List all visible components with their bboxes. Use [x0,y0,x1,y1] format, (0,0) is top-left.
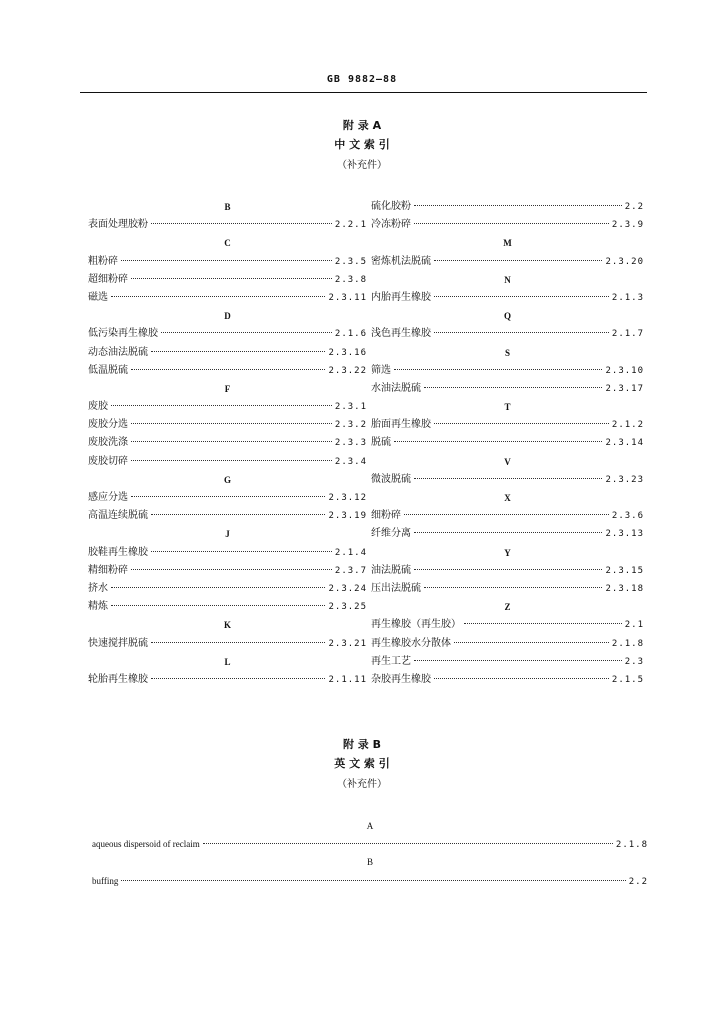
dot-leader [121,260,332,261]
index-entry [88,598,367,616]
dot-leader [111,296,325,297]
clause-number: 2.3.7 [334,565,367,576]
index-letter-heading: F [224,383,231,394]
dot-leader [131,496,325,497]
index-entry [371,635,644,653]
dot-leader [424,387,602,388]
index-term: 废胶洗涤 [88,437,128,449]
index-entry [88,416,367,434]
index-entry [371,471,644,489]
clause-number: 2.3.18 [605,583,644,594]
dot-leader [131,278,332,279]
index-entry [371,416,644,434]
index-term: 油法脱硫 [371,564,411,576]
index-entry [88,398,367,416]
clause-number: 2.1.8 [611,638,644,649]
clause-number: 2.2 [624,202,644,212]
index-term: 筛选 [371,364,391,376]
index-term: 超细粉碎 [88,273,128,285]
dot-leader [434,296,609,297]
index-entry [88,507,367,525]
dot-leader [434,423,609,424]
chinese-index-right-column [371,198,644,689]
index-term: 冷冻粉碎 [371,219,411,231]
dot-leader [414,223,609,224]
clause-number: 2.1.8 [615,840,648,850]
clause-number: 2.3 [624,656,644,667]
index-letter-heading: N [504,274,511,285]
dot-leader [111,405,332,406]
index-term: 密炼机法脱硫 [371,255,431,267]
index-entry [371,653,644,671]
index-letter-heading: Y [504,547,511,558]
index-term: 纤维分离 [371,528,411,540]
appendix-b-note: （补充件） [337,779,387,790]
appendix-a-note: （补充件） [337,160,387,171]
index-entry [371,434,644,452]
clause-number: 2.3.2 [334,420,367,431]
index-entry [88,216,367,234]
dot-leader [434,332,609,333]
dot-leader [131,369,325,370]
index-term: 高温连续脱硫 [88,510,148,522]
index-term: 挤水 [88,582,108,594]
index-term: 微波脱硫 [371,473,411,485]
index-entry [371,580,644,598]
dot-leader [203,843,613,844]
index-letter-heading: V [504,456,511,467]
index-letter-heading: B [224,202,231,212]
clause-number: 2.3.25 [328,602,367,613]
dot-leader [414,478,602,479]
index-term: 低温脱硫 [88,364,128,376]
index-letter-heading: A [366,821,374,831]
dot-leader [454,642,609,643]
index-entry [371,562,644,580]
clause-number: 2.1.5 [611,674,644,685]
standard-number-header: GB 9882—88 [326,74,398,85]
clause-number: 2.3.17 [605,383,644,394]
index-term: 再生橡胶（再生胶） [371,619,461,631]
index-letter-heading: B [366,857,373,867]
dot-leader [121,880,625,881]
index-term: 脱硫 [371,437,391,449]
clause-number: 2.3.14 [605,438,644,449]
clause-number: 2.3.11 [328,292,367,303]
index-entry [88,271,367,289]
clause-number: 2.3.15 [605,565,644,576]
clause-number: 2.2 [628,877,648,887]
index-entry [88,453,367,471]
clause-number: 2.3.20 [605,256,644,267]
dot-leader [151,642,325,643]
index-entry [371,671,644,689]
index-term: 再生橡胶水分散体 [371,637,451,649]
index-entry [371,380,644,398]
index-term: 低污染再生橡胶 [88,328,158,340]
dot-leader [151,514,325,515]
clause-number: 2.3.4 [334,456,367,467]
index-letter-heading: T [504,402,511,413]
dot-leader [151,678,325,679]
index-term: 再生工艺 [371,655,411,667]
index-letter-heading: S [504,347,510,358]
index-entry [88,344,367,362]
dot-leader [414,532,602,533]
clause-number: 2.3.19 [328,511,367,522]
dot-leader [404,514,609,515]
index-term: 废胶 [88,401,108,413]
clause-number: 2.1.6 [334,329,367,340]
clause-number: 2.3.16 [328,347,367,358]
dot-leader [131,460,332,461]
dot-leader [151,223,332,224]
dot-leader [111,605,325,606]
index-letter-heading: K [223,620,231,631]
index-entry [88,580,367,598]
index-term: 废胶分选 [88,419,128,431]
clause-number: 2.3.10 [605,365,644,376]
index-entry [88,289,367,307]
clause-number: 2.3.22 [328,365,367,376]
index-term: 杂胶再生橡胶 [371,673,431,685]
index-letter-heading: X [504,493,511,503]
dot-leader [414,569,602,570]
clause-number: 2.3.21 [328,638,367,649]
index-term: 精炼 [88,601,108,613]
index-term: 表面处理胶粉 [88,219,148,231]
dot-leader [161,332,332,333]
clause-number: 2.3.3 [334,438,367,449]
index-entry [371,253,644,271]
dot-leader [394,369,602,370]
appendix-a-title: 附 录 A [342,119,382,132]
index-term: 压出法脱硫 [371,582,421,594]
index-letter-heading: L [224,656,231,667]
index-term: 精细粉碎 [88,564,128,576]
index-term: 废胶切碎 [88,455,128,467]
index-term: 感应分选 [88,492,128,503]
index-term: 粗粉碎 [88,255,118,267]
clause-number: 2.3.23 [605,474,644,485]
index-letter-heading: M [503,238,512,249]
clause-number: 2.1.2 [611,420,644,431]
index-entry [92,835,648,853]
dot-leader [131,423,332,424]
dot-leader [131,441,332,442]
index-entry [371,198,644,216]
index-term: 快速搅拌脱硫 [88,637,148,649]
index-entry [88,562,367,580]
index-term: 磁选 [88,291,108,303]
dot-leader [394,441,602,442]
dot-leader [434,260,602,261]
appendix-a-subtitle: 中 文 索 引 [334,138,390,151]
index-term: 内胎再生橡胶 [371,291,431,303]
clause-number: 2.2.1 [334,220,367,231]
index-entry [371,289,644,307]
dot-leader [414,660,622,661]
index-letter-heading: C [224,238,231,249]
index-term: aqueous dispersoid of reclaim [92,839,200,849]
index-term: 胎面再生橡胶 [371,419,431,431]
index-entry [88,544,367,562]
dot-leader [131,569,332,570]
dot-leader [151,351,325,352]
dot-leader [151,551,332,552]
english-index [92,817,648,891]
index-entry [92,872,648,891]
clause-number: 2.3.6 [611,511,644,522]
clause-number: 2.3.9 [611,220,644,231]
clause-number: 2.3.24 [328,583,367,594]
appendix-b-title: 附 录 B [342,738,382,751]
index-entry [88,489,367,507]
index-entry [371,525,644,543]
index-term: 胶鞋再生橡胶 [88,546,148,558]
index-term: 浅色再生橡胶 [371,328,431,340]
clause-number: 2.3.12 [328,493,367,503]
clause-number: 2.1 [624,620,644,631]
clause-number: 2.1.7 [611,329,644,340]
index-entry [88,635,367,653]
index-letter-heading: J [225,529,230,540]
index-entry [371,325,644,343]
clause-number: 2.1.4 [334,547,367,558]
clause-number: 2.3.1 [334,402,367,413]
index-entry [88,362,367,380]
clause-number: 2.3.5 [334,256,367,267]
index-entry [371,362,644,380]
index-term: 轮胎再生橡胶 [88,673,148,685]
header-rule [80,92,647,93]
appendix-b-subtitle: 英 文 索 引 [334,757,390,770]
index-term: buffing [92,876,119,886]
index-entry [88,671,367,689]
index-term: 动态油法脱硫 [88,346,148,358]
index-letter-heading: G [223,474,231,485]
index-term: 水油法脱硫 [371,382,421,394]
index-entry [371,616,644,634]
index-entry [88,253,367,271]
dot-leader [424,587,602,588]
index-letter-heading: Z [504,602,511,613]
chinese-index-left-column [88,198,367,689]
dot-leader [414,205,622,206]
index-entry [371,216,644,234]
index-entry [88,434,367,452]
index-entry [88,325,367,343]
index-letter-heading: D [224,311,231,322]
dot-leader [434,678,609,679]
index-letter-heading: Q [503,311,511,322]
dot-leader [111,587,325,588]
index-term: 细粉碎 [371,510,401,522]
index-entry [371,507,644,525]
index-term: 硫化胶粉 [371,201,411,212]
dot-leader [464,623,622,624]
clause-number: 2.1.3 [611,292,644,303]
clause-number: 2.1.11 [328,674,367,685]
clause-number: 2.3.8 [334,274,367,285]
clause-number: 2.3.13 [605,529,644,540]
